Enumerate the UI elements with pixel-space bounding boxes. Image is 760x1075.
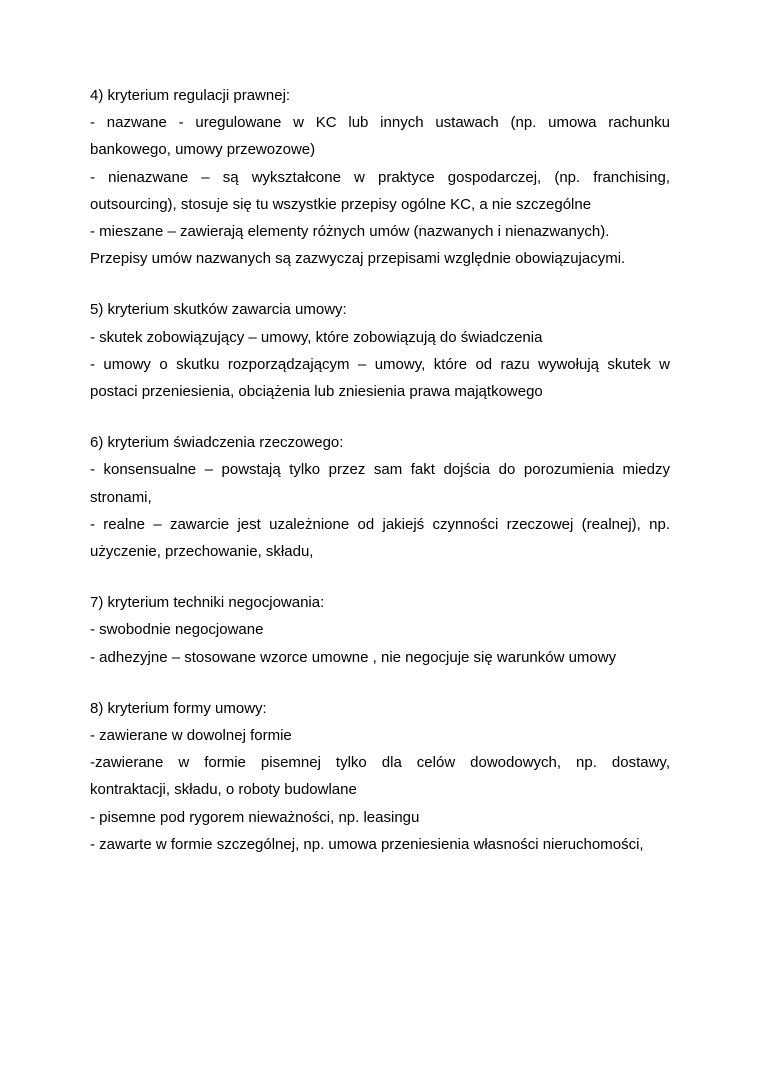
- text-line: - konsensualne – powstają tylko przez sam fakt dojścia do porozumienia miedzy: [90, 461, 670, 479]
- text-line: - skutek zobowiązujący – umowy, które zobowiązują do świadczenia: [90, 328, 543, 346]
- text-line: - pisemne pod rygorem nieważności, np. leasingu: [90, 808, 420, 826]
- text-line: - umowy o skutku rozporządzającym – umowy, które od razu wywołują skutek w: [90, 355, 670, 373]
- section-kryterium-7: [90, 589, 670, 671]
- text-line: postaci przeniesienia, obciążenia lub zniesienia prawa majątkowego: [90, 383, 543, 401]
- text-line: outsourcing), stosuje się tu wszystkie przepisy ogólne KC, a nie szczególne: [90, 195, 592, 213]
- text-line: stronami,: [90, 488, 152, 506]
- section-heading: 5) kryterium skutków zawarcia umowy:: [90, 301, 347, 319]
- text-line: - zawierane w dowolnej formie: [90, 727, 292, 745]
- section-kryterium-6: [90, 429, 670, 565]
- text-line: bankowego, umowy przewozowe): [90, 141, 316, 159]
- section-kryterium-8: [90, 695, 670, 858]
- section-heading: 7) kryterium techniki negocjowania:: [90, 594, 325, 612]
- text-line: - adhezyjne – stosowane wzorce umowne , nie negocjuje się warunków umowy: [90, 648, 617, 666]
- text-line: - realne – zawarcie jest uzależnione od jakiejś czynności rzeczowej (realnej), np.: [90, 515, 670, 533]
- section-heading: 8) kryterium formy umowy:: [90, 699, 267, 717]
- section-heading: 4) kryterium regulacji prawnej:: [90, 87, 291, 104]
- text-line: - mieszane – zawierają elementy różnych umów (nazwanych i nienazwanych).: [90, 223, 610, 241]
- text-line: - nienazwane – są wykształcone w praktyce gospodarczej, (np. franchising,: [90, 168, 670, 186]
- text-line: - swobodnie negocjowane: [90, 621, 264, 639]
- section-kryterium-4: [90, 82, 670, 272]
- section-kryterium-5: [90, 296, 670, 405]
- text-line: Przepisy umów nazwanych są zazwyczaj przepisami względnie obowiązujacymi.: [90, 250, 626, 268]
- text-line: kontraktacji, składu, o roboty budowlane: [90, 781, 357, 799]
- text-line: - nazwane - uregulowane w KC lub innych ustawach (np. umowa rachunku: [90, 114, 670, 132]
- document-body: [90, 82, 670, 858]
- text-line: - zawarte w formie szczególnej, np. umowa przeniesienia własności nieruchomości,: [90, 835, 644, 853]
- text-line: użyczenie, przechowanie, składu,: [90, 543, 314, 561]
- text-line: -zawierane w formie pisemnej tylko dla celów dowodowych, np. dostawy,: [90, 754, 670, 772]
- section-heading: 6) kryterium świadczenia rzeczowego:: [90, 434, 344, 452]
